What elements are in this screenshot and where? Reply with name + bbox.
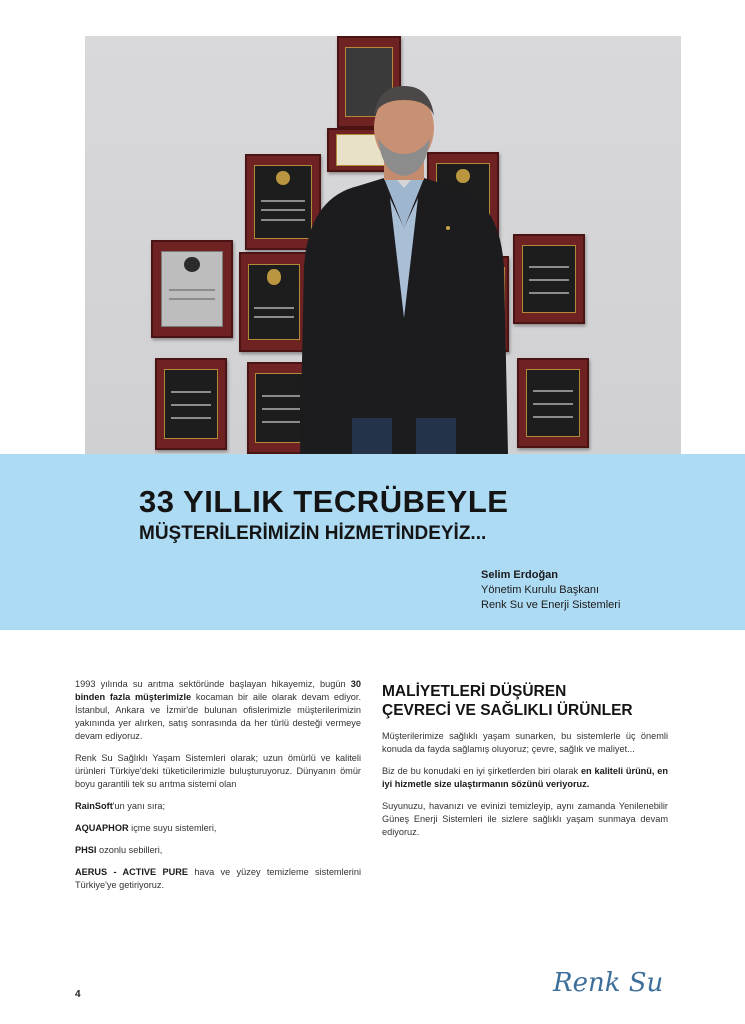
section-heading [382,682,668,720]
signature-block [481,568,620,613]
award-plaque [151,240,233,338]
award-plaque [513,234,585,324]
brand-text: 'un yanı sıra; [112,801,166,811]
brands-intro-paragraph: Renk Su Sağlıklı Yaşam Sistemleri olarak; uzun ömürlü ve kaliteli ürünleri Türkiye'deki tüketicilerimizle buluşturuyoruz. Dünyanın ömür boyu garantili tek su arıtma sistemi olan [75,753,361,789]
benefits-paragraph: Müşterilerimize sağlıklı yaşam sunarken, bu sistemlerle üç önemli konuda da fayda sağlamış oluyoruz; çevre, sağlık ve maliyet... [382,731,668,754]
intro-paragraph [75,678,361,743]
brand-text: hava ve yüzey temizleme sistemlerini Türkiye'ye getiriyoruz. [75,867,361,890]
intro-text: 1993 yılında su arıtma sektöründe başlayan hikayemiz, bugün [75,679,351,689]
right-column [382,682,668,848]
brand-item-phsi [75,844,361,857]
section-heading-line2: ÇEVRECİ VE SAĞLIKLI ÜRÜNLER [382,702,633,719]
intro-text-rest: kocaman bir aile olarak devam ediyor. İstanbul, Ankara ve İzmir'de bulunan ofislerimizle müşterilerimizin yakınında yer alırken, satış sonrasında da her türlü desteği vermeye devam ediyoruz. [75,692,362,741]
person-title: Yönetim Kurulu Başkanı [481,584,600,596]
award-plaque [517,358,589,448]
brand-text: içme suyu sistemleri, [128,823,217,833]
person-name: Selim Erdoğan [481,569,559,581]
promise-paragraph [382,765,668,791]
man-with-award-plaques-icon [298,78,510,454]
promise-text: Biz de bu konudaki en iyi şirketlerden biri olarak [382,766,581,776]
promise-highlight: en kaliteli ürünü, en iyi hizmetle size ulaştırmanın sözünü veriyoruz. [382,766,668,789]
section-heading-line1: MALİYETLERİ DÜŞÜREN [382,683,567,700]
brand-name: RainSoft [75,801,113,811]
brand-item-aerus [75,866,361,892]
brand-name: PHSI [75,845,97,855]
left-column [75,678,361,901]
page-subtitle: MÜŞTERİLERİMİZİN HİZMETİNDEYİZ... [139,523,487,544]
page-number: 4 [75,989,81,1000]
closing-paragraph: Suyunuzu, havanızı ve evinizi temizleyip, aynı zamanda Yenilenebilir Güneş Enerji Sistemleri ile sizlere sağlıklı yaşam sunmaya devam ediyoruz. [382,801,668,837]
award-plaque [155,358,227,450]
brand-name: AQUAPHOR [75,823,129,833]
brand-name: AERUS - ACTIVE PURE [75,867,189,877]
renk-su-logo: Renk Su [553,968,664,998]
brand-item-aquaphor [75,822,361,835]
page-title: 33 YILLIK TECRÜBEYLE [139,484,509,519]
brand-item-rainsoft [75,800,361,813]
hero-photo [85,36,681,454]
brand-text: ozonlu sebilleri, [96,845,163,855]
company-name: Renk Su ve Enerji Sistemleri [481,599,621,611]
intro-highlight: 30 binden fazla müşterimizle [75,679,361,702]
